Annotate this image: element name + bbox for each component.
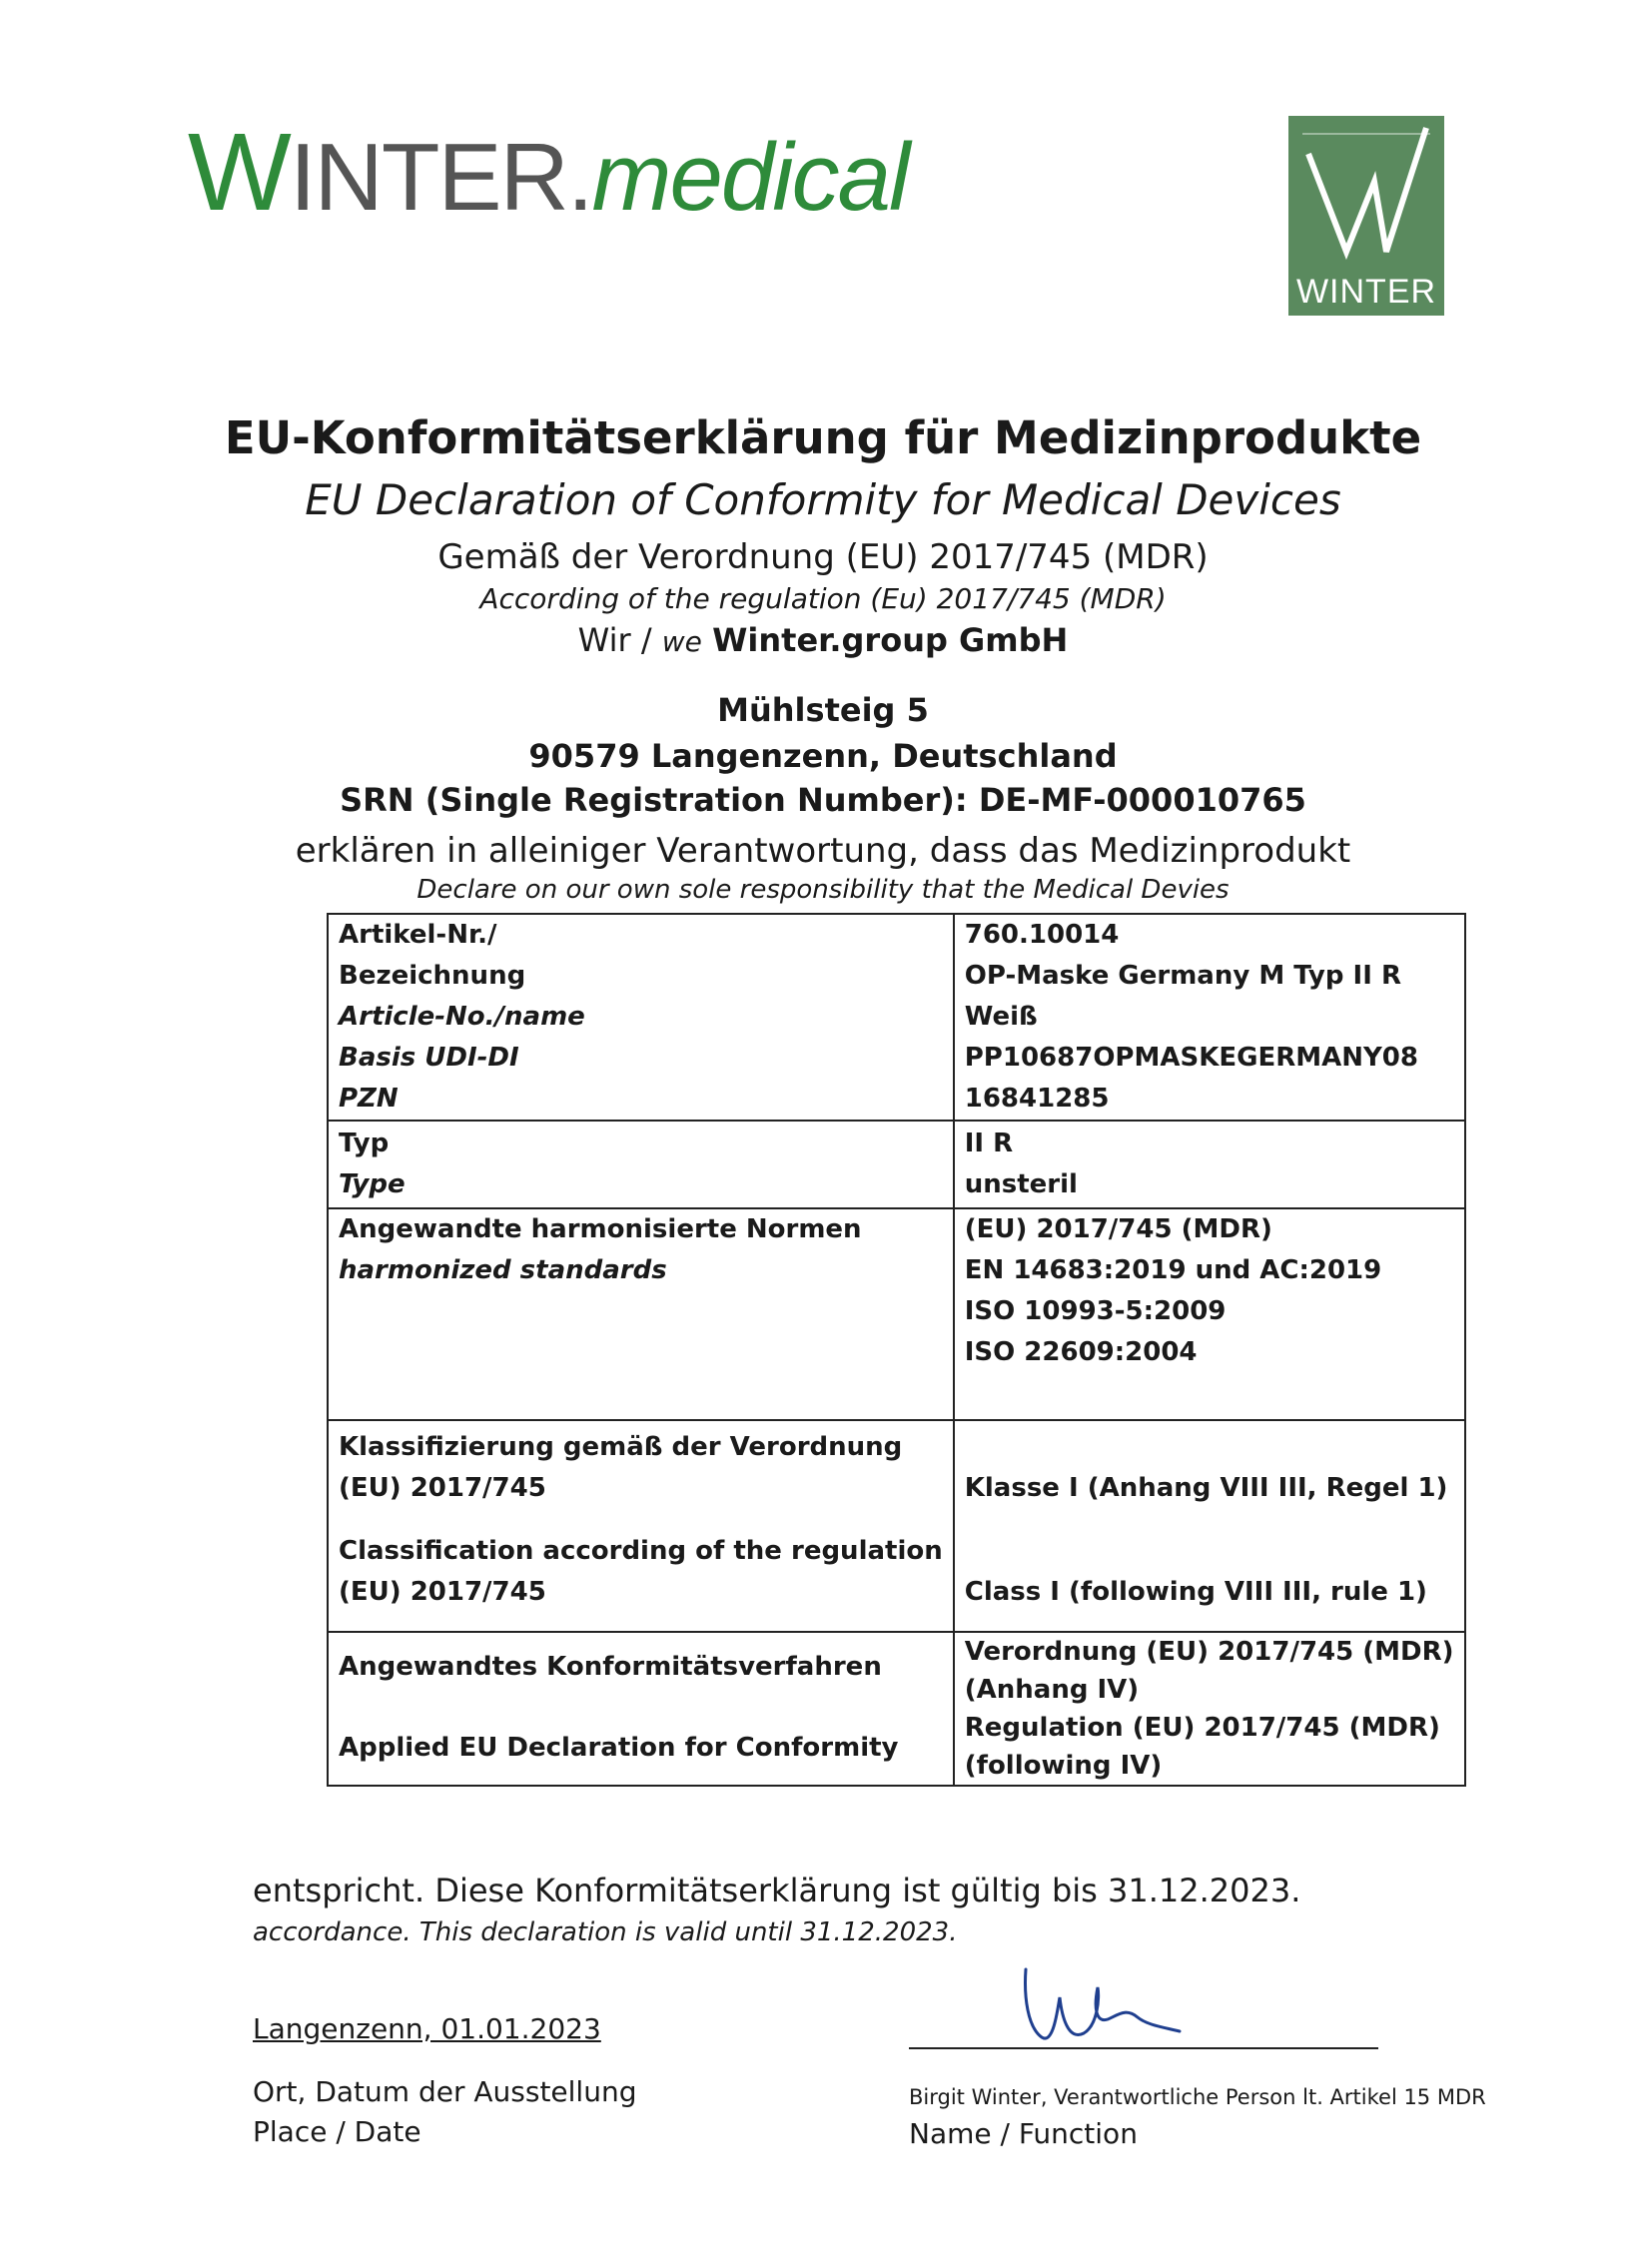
type-label-cell — [328, 1121, 954, 1208]
place-and-date: Langenzenn, 01.01.2023 — [253, 2012, 601, 2045]
procedure-value-de-2: (Anhang IV) — [964, 1675, 1140, 1705]
table-row-article — [328, 914, 1465, 1121]
company-name: Winter.group GmbH — [712, 621, 1069, 659]
place-date-label-english: Place / Date — [253, 2115, 421, 2148]
procedure-label-de: Angewandtes Konformitätsverfahren — [339, 1652, 882, 1682]
classification-label-de-1: Klassifizierung gemäß der Verordnung — [339, 1432, 903, 1462]
pzn-label: PZN — [339, 1084, 399, 1114]
type-label-de: Typ — [339, 1129, 390, 1158]
name-function-label: Name / Function — [909, 2117, 1138, 2150]
pzn-value: 16841285 — [964, 1084, 1110, 1114]
udi-label: Basis UDI-DI — [339, 1043, 519, 1073]
standard-iso10993: ISO 10993-5:2009 — [964, 1296, 1227, 1326]
classification-value-de: Klasse I (Anhang VIII III, Regel 1) — [964, 1473, 1448, 1503]
classification-value-cell — [954, 1420, 1465, 1632]
address-street: Mühlsteig 5 — [717, 691, 929, 729]
place-date-label-german: Ort, Datum der Ausstellung — [253, 2075, 637, 2108]
classification-label-en-1: Classification according of the regulation — [339, 1536, 943, 1566]
title-english: EU Declaration of Conformity for Medical Devices — [305, 475, 1341, 524]
winter-logo-box — [1288, 116, 1444, 316]
standards-label-en: harmonized standards — [339, 1255, 667, 1285]
signature-line — [909, 2047, 1378, 2049]
article-label-de-2: Bezeichnung — [339, 961, 526, 991]
procedure-value-de-1: Verordnung (EU) 2017/745 (MDR) — [964, 1637, 1454, 1667]
logo-text-inter: INTER. — [289, 124, 592, 231]
declaration-german: erklären in alleiniger Verantwortung, dass das Medizinprodukt — [295, 831, 1351, 871]
procedure-label-en: Applied EU Declaration for Conformity — [339, 1733, 899, 1763]
classification-label-de-2: (EU) 2017/745 — [339, 1473, 546, 1503]
standard-mdr: (EU) 2017/745 (MDR) — [964, 1214, 1272, 1244]
validity-german: entspricht. Diese Konformitätserklärung ist gültig bis 31.12.2023. — [253, 1872, 1301, 1909]
srn-number: SRN (Single Registration Number): DE-MF-000010765 — [340, 781, 1306, 819]
procedure-value-en-2: (following IV) — [964, 1751, 1163, 1781]
article-label-cell — [328, 914, 954, 1121]
article-label-de-1: Artikel-Nr./ — [339, 920, 497, 950]
logo-box-label: WINTER — [1295, 273, 1437, 311]
procedure-value-cell — [954, 1632, 1465, 1786]
article-value-cell — [954, 914, 1465, 1121]
logo-text-medical: medical — [591, 124, 909, 231]
type-label-en: Type — [339, 1169, 406, 1199]
company-logo — [188, 111, 909, 234]
standards-value-cell — [954, 1208, 1465, 1420]
sterility-value: unsteril — [964, 1169, 1078, 1199]
procedure-value-en-1: Regulation (EU) 2017/745 (MDR) — [964, 1713, 1440, 1743]
title-german: EU-Konformitätserklärung für Medizinprodukte — [224, 411, 1422, 464]
address-city: 90579 Langenzenn, Deutschland — [528, 737, 1118, 775]
article-number: 760.10014 — [964, 920, 1120, 950]
classification-label-en-2: (EU) 2017/745 — [339, 1577, 546, 1607]
standard-en14683: EN 14683:2019 und AC:2019 — [964, 1255, 1382, 1285]
classification-label-cell — [328, 1420, 954, 1632]
product-name: OP-Maske Germany M Typ II R — [964, 961, 1401, 991]
classification-value-en: Class I (following VIII III, rule 1) — [964, 1577, 1427, 1607]
procedure-label-cell — [328, 1632, 954, 1786]
type-value: II R — [964, 1129, 1014, 1158]
table-row-procedure — [328, 1632, 1465, 1786]
standards-label-cell — [328, 1208, 954, 1420]
standards-label-de: Angewandte harmonisierte Normen — [339, 1214, 862, 1244]
table-row-classification — [328, 1420, 1465, 1632]
manufacturer-line — [0, 621, 1646, 659]
we-prefix: Wir / — [577, 621, 662, 659]
logo-letter-w: W — [188, 111, 290, 234]
article-label-en: Article-No./name — [339, 1002, 585, 1032]
declaration-english: Declare on our own sole responsibility that the Medical Devies — [416, 875, 1230, 905]
table-row-standards — [328, 1208, 1465, 1420]
product-color: Weiß — [964, 1002, 1038, 1032]
udi-value: PP10687OPMASKEGERMANY08 — [964, 1043, 1418, 1073]
standard-iso22609: ISO 22609:2004 — [964, 1337, 1198, 1367]
w-monogram-icon — [1302, 124, 1430, 264]
regulation-english: According of the regulation (Eu) 2017/745 (MDR) — [479, 582, 1167, 615]
regulation-german: Gemäß der Verordnung (EU) 2017/745 (MDR) — [437, 537, 1209, 577]
signer-name: Birgit Winter, Verantwortliche Person lt. Artikel 15 MDR — [909, 2085, 1486, 2109]
signature-mark — [1014, 1957, 1184, 2047]
type-value-cell — [954, 1121, 1465, 1208]
we-english: we — [661, 625, 702, 658]
table-row-type — [328, 1121, 1465, 1208]
validity-english: accordance. This declaration is valid until 31.12.2023. — [253, 1917, 958, 1947]
conformity-table — [327, 913, 1466, 1787]
